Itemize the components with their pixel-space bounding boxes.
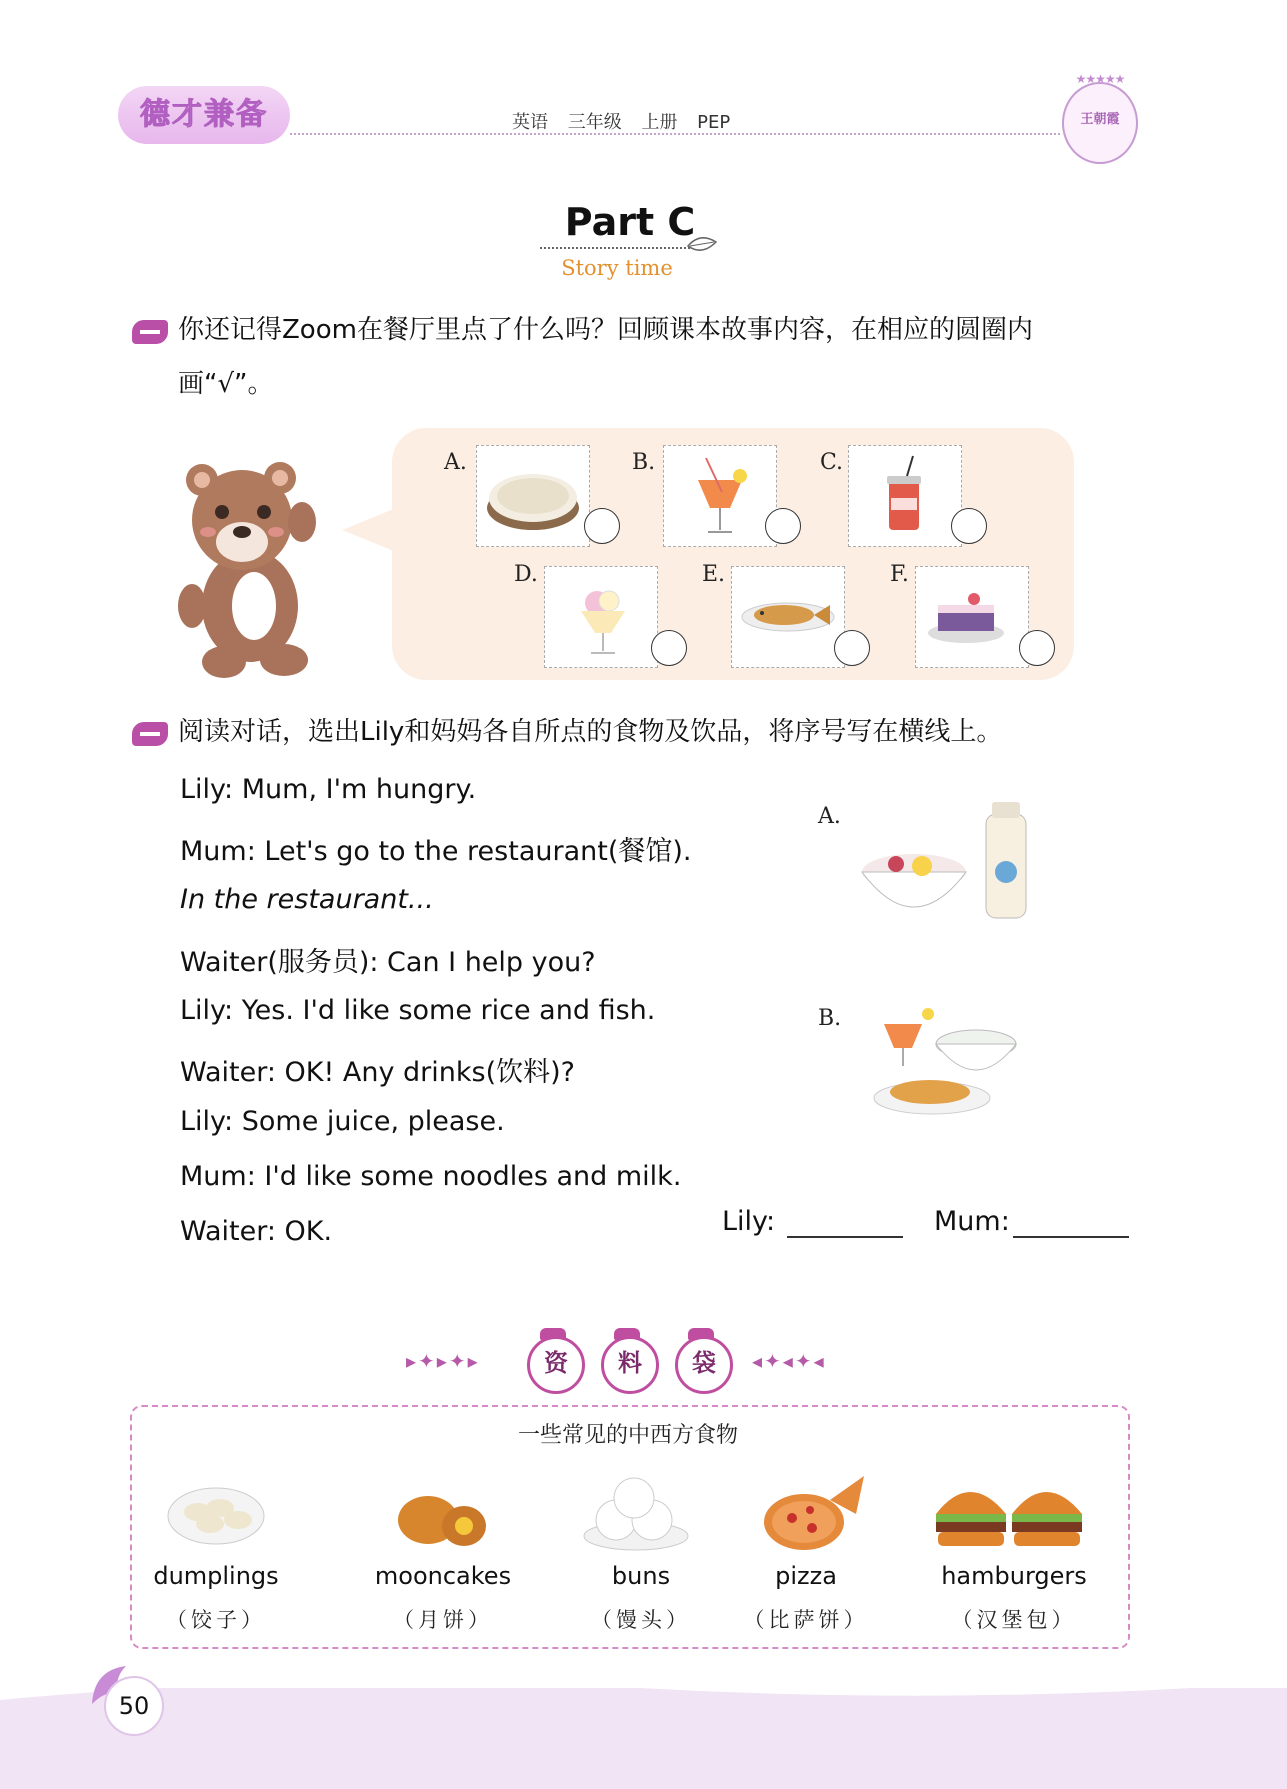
option-f-label: F. bbox=[890, 562, 909, 587]
info-bag-icon: 袋 bbox=[675, 1336, 733, 1394]
mooncakes-icon bbox=[394, 1486, 490, 1552]
speech-bubble-tail bbox=[342, 508, 396, 552]
option-a-picture bbox=[476, 445, 590, 547]
footer-wave bbox=[0, 1660, 1287, 1710]
dialogue-line: Mum: Let's go to the restaurant(餐馆). bbox=[180, 836, 692, 867]
section-1-marker bbox=[132, 320, 168, 344]
book-info: 英语 三年级 上册 PEP bbox=[512, 112, 731, 133]
food-name-zh: （馒头） bbox=[591, 1608, 691, 1632]
dialogue-line: Waiter: OK. bbox=[180, 1216, 333, 1247]
food-name-zh: （汉堡包） bbox=[951, 1608, 1077, 1632]
option-a-label: A. bbox=[444, 450, 467, 475]
lily-answer-label: Lily: bbox=[722, 1206, 776, 1237]
option-c-picture bbox=[848, 445, 962, 547]
bear-illustration bbox=[172, 456, 332, 684]
food-name-zh: （月饼） bbox=[393, 1608, 493, 1632]
brand-logo: 德才兼备 bbox=[118, 86, 290, 144]
buns-icon bbox=[580, 1474, 690, 1556]
dialogue-line: Waiter: OK! Any drinks(饮料)? bbox=[180, 1057, 575, 1088]
leaf-icon bbox=[686, 234, 720, 256]
choice-b-label: B. bbox=[818, 1006, 842, 1031]
food-name-en: pizza bbox=[775, 1562, 837, 1590]
page-subtitle: Story time bbox=[561, 256, 673, 280]
dialogue-line: Lily: Mum, I'm hungry. bbox=[180, 774, 477, 805]
option-f-picture bbox=[915, 566, 1029, 668]
rice-fish-juice-icon bbox=[866, 1000, 1032, 1124]
pizza-icon bbox=[760, 1470, 868, 1554]
author-seal: ★★★★★ 王朝霞 bbox=[1062, 82, 1138, 164]
section-2-marker bbox=[132, 722, 168, 746]
option-d-label: D. bbox=[514, 562, 538, 587]
dialogue-line: Mum: I'd like some noodles and milk. bbox=[180, 1161, 682, 1192]
option-b-picture bbox=[663, 445, 777, 547]
dialogue-line: Lily: Some juice, please. bbox=[180, 1106, 505, 1137]
food-name-en: buns bbox=[611, 1562, 671, 1590]
option-e-answer-circle[interactable] bbox=[834, 630, 870, 666]
section-2-instruction: 阅读对话，选出Lily和妈妈各自所点的食物及饮品，将序号写在横线上。 bbox=[178, 717, 1003, 747]
noodles-milk-icon bbox=[856, 802, 1036, 924]
page-number: 50 bbox=[104, 1676, 164, 1736]
info-bag-icon: 资 bbox=[527, 1336, 585, 1394]
option-a-answer-circle[interactable] bbox=[584, 508, 620, 544]
title-rule bbox=[540, 247, 690, 249]
cake-icon bbox=[916, 567, 1028, 667]
ice-cream-icon bbox=[545, 567, 657, 667]
info-box-title: 一些常见的中西方食物 bbox=[517, 1423, 738, 1448]
cola-icon bbox=[849, 446, 961, 546]
hamburgers-icon bbox=[932, 1474, 1088, 1558]
fish-icon bbox=[732, 567, 844, 667]
page-title: Part C bbox=[564, 200, 696, 244]
food-name-en: hamburgers bbox=[941, 1562, 1087, 1590]
dialogue-line: In the restaurant... bbox=[180, 884, 434, 915]
dumplings-icon bbox=[166, 1478, 266, 1548]
food-name-zh: （饺子） bbox=[166, 1608, 266, 1632]
option-c-label: C. bbox=[820, 450, 844, 475]
section-1-instruction: 你还记得Zoom在餐厅里点了什么吗？回顾课本故事内容，在相应的圆圈内 bbox=[178, 315, 1033, 345]
option-c-answer-circle[interactable] bbox=[951, 508, 987, 544]
option-d-answer-circle[interactable] bbox=[651, 630, 687, 666]
section-1-instruction-cont: 画“√”。 bbox=[178, 369, 274, 399]
choice-a-label: A. bbox=[818, 804, 841, 829]
option-b-answer-circle[interactable] bbox=[765, 508, 801, 544]
mum-answer-label: Mum: bbox=[934, 1206, 1010, 1237]
option-e-label: E. bbox=[702, 562, 726, 587]
option-f-answer-circle[interactable] bbox=[1019, 630, 1055, 666]
fish-decoration-right: ◂✦◂✦◂ bbox=[752, 1349, 826, 1373]
food-name-en: mooncakes bbox=[374, 1562, 512, 1590]
option-b-label: B. bbox=[632, 450, 656, 475]
dialogue-line: Lily: Yes. I'd like some rice and fish. bbox=[180, 995, 656, 1026]
food-name-zh: （比萨饼） bbox=[743, 1608, 869, 1632]
option-e-picture bbox=[731, 566, 845, 668]
lily-answer-blank[interactable] bbox=[787, 1208, 903, 1238]
info-bag-icon: 料 bbox=[601, 1336, 659, 1394]
mum-answer-blank[interactable] bbox=[1013, 1208, 1129, 1238]
dialogue-line: Waiter(服务员): Can I help you? bbox=[180, 947, 596, 978]
option-d-picture bbox=[544, 566, 658, 668]
food-name-en: dumplings bbox=[153, 1562, 279, 1590]
fish-decoration-left: ▸✦▸✦▸ bbox=[406, 1349, 480, 1373]
juice-icon bbox=[664, 446, 776, 546]
rice-icon bbox=[477, 446, 589, 546]
